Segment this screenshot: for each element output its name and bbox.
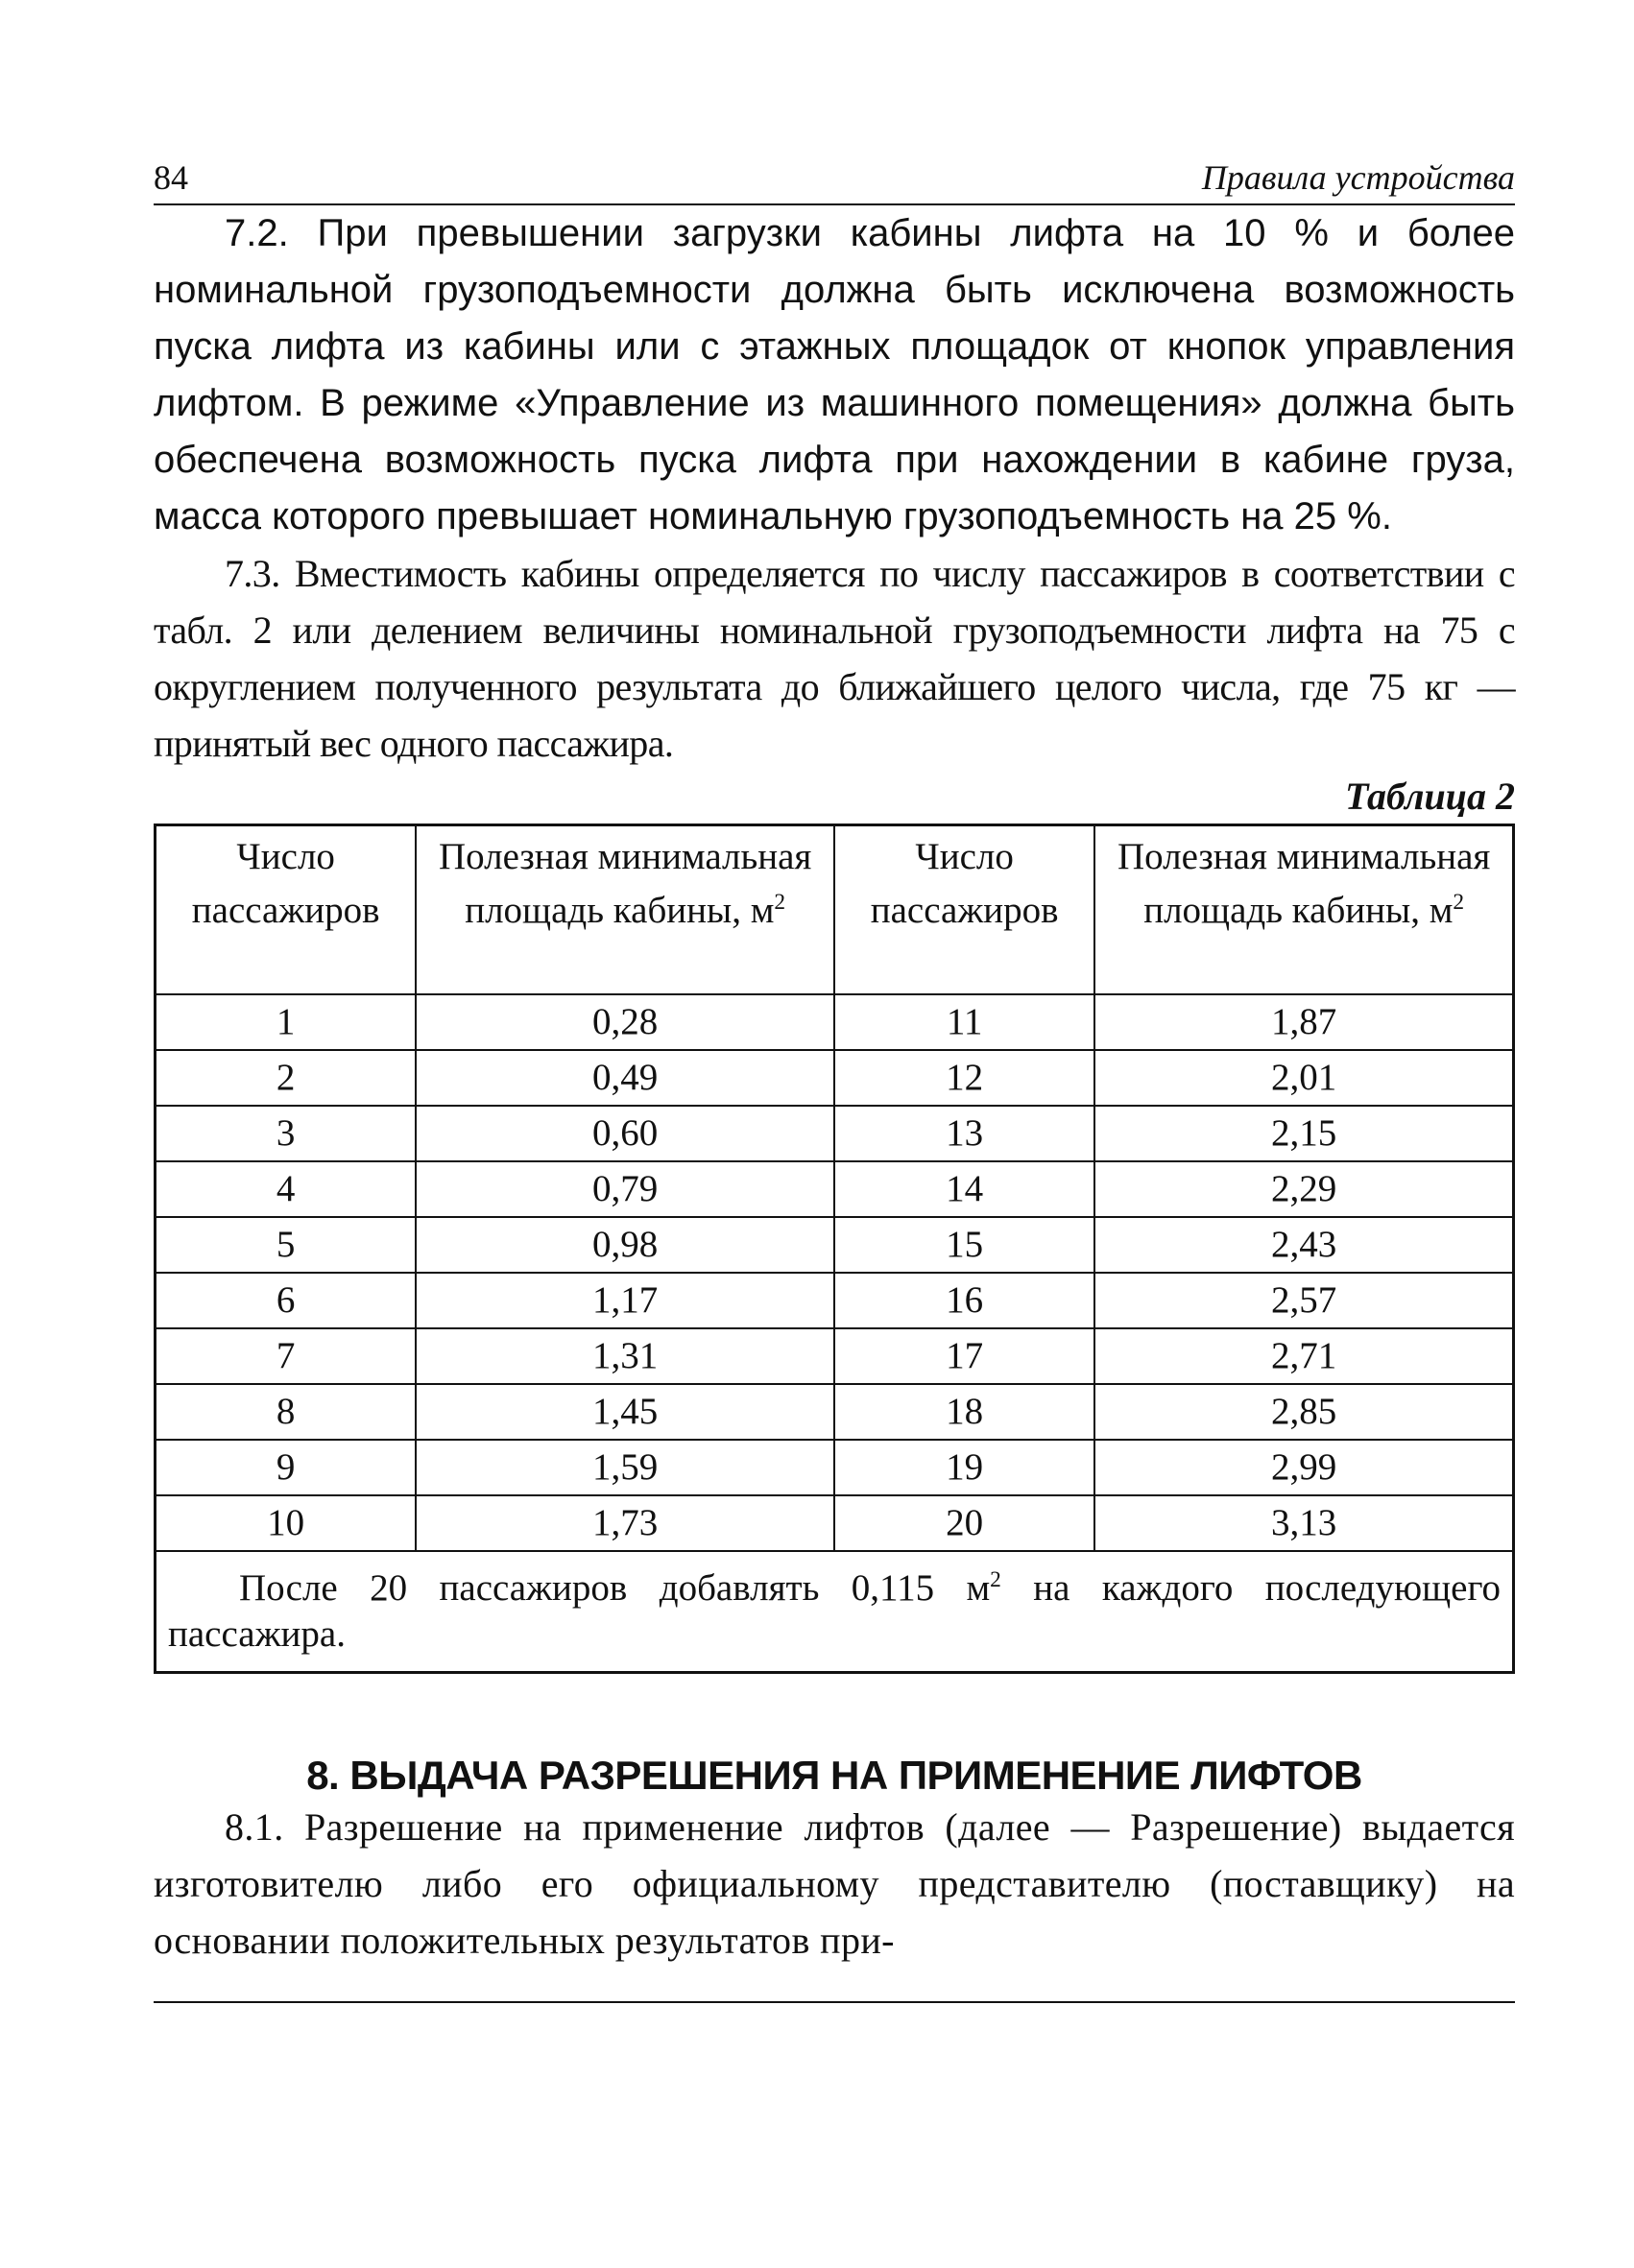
passenger-area-table: [154, 824, 1515, 1674]
cell-passengers: 3: [156, 1106, 417, 1161]
cell-area: 3,13: [1094, 1495, 1513, 1551]
cell-passengers: 11: [834, 994, 1094, 1050]
cell-area: 1,45: [416, 1384, 834, 1440]
section-heading: 8. ВЫДАЧА РАЗРЕШЕНИЯ НА ПРИМЕНЕНИЕ ЛИФТОВ: [306, 1753, 1362, 1798]
cell-area: 2,99: [1094, 1440, 1513, 1495]
cell-passengers: 7: [156, 1328, 417, 1384]
cell-area: 2,15: [1094, 1106, 1513, 1161]
cell-passengers: 14: [834, 1161, 1094, 1217]
cell-area: 2,71: [1094, 1328, 1513, 1384]
cell-area: 0,79: [416, 1161, 834, 1217]
cell-passengers: 5: [156, 1217, 417, 1273]
cell-area: 2,43: [1094, 1217, 1513, 1273]
running-title: Правила устройства: [1201, 158, 1515, 197]
cell-area: 1,59: [416, 1440, 834, 1495]
header-area-1: Полезная минимальная площадь кабины, $м^2$: [416, 825, 834, 995]
cell-area: 2,01: [1094, 1050, 1513, 1106]
cell-passengers: 1: [156, 994, 417, 1050]
table-note-row: [156, 1551, 1514, 1673]
cell-area: 2,57: [1094, 1273, 1513, 1328]
table-row: [156, 994, 1514, 1050]
cell-passengers: 10: [156, 1495, 417, 1551]
cell-passengers: 15: [834, 1217, 1094, 1273]
table-row: [156, 1217, 1514, 1273]
table-row: [156, 1440, 1514, 1495]
cell-passengers: 17: [834, 1328, 1094, 1384]
table-row: [156, 1106, 1514, 1161]
table-row: [156, 1273, 1514, 1328]
cell-area: 2,85: [1094, 1384, 1513, 1440]
header-area-2: Полезная минимальная площадь кабины, $м^2$: [1094, 825, 1513, 995]
table-header-row: [156, 825, 1514, 995]
paragraph-7-3: 7.3. Вместимость кабины определяется по числу пассажиров в соответствии с табл. 2 или делением величины номинальной грузоподъемности лифта на 75 с округлением полученного результата до ближайшего целого числа, где 75 кг — принятый вес одного пассажира.: [154, 552, 1515, 765]
cell-passengers: 6: [156, 1273, 417, 1328]
cell-area: 1,73: [416, 1495, 834, 1551]
table-row: [156, 1161, 1514, 1217]
table-row: [156, 1495, 1514, 1551]
table-row: [156, 1050, 1514, 1106]
cell-area: 0,49: [416, 1050, 834, 1106]
cell-area: 1,87: [1094, 994, 1513, 1050]
header-passengers-1: Число пассажиров: [156, 825, 417, 995]
cell-passengers: 20: [834, 1495, 1094, 1551]
cell-area: 2,29: [1094, 1161, 1513, 1217]
running-header: [154, 144, 1515, 205]
cell-area: 0,60: [416, 1106, 834, 1161]
table-row: [156, 1328, 1514, 1384]
cell-passengers: 18: [834, 1384, 1094, 1440]
cell-passengers: 13: [834, 1106, 1094, 1161]
table-note: После 20 пассажиров добавлять 0,115 $м^2$ на каждого последующего пассажира.: [156, 1551, 1514, 1673]
cell-passengers: 12: [834, 1050, 1094, 1106]
cell-area: 1,17: [416, 1273, 834, 1328]
cell-area: 0,98: [416, 1217, 834, 1273]
header-passengers-2: Число пассажиров: [834, 825, 1094, 995]
paragraph-7-2: 7.2. При превышении загрузки кабины лифта на 10 % и более номинальной грузоподъемности должна быть исключена возможность пуска лифта из кабины или с этажных площадок от кнопок управления лифтом. В режиме «Управление из машинного помещения» должна быть обеспечена возможность пуска лифта при нахождении в кабине груза, масса которого превышает номинальную грузоподъемность на 25 %.: [154, 212, 1515, 537]
cell-area: 0,28: [416, 994, 834, 1050]
cell-passengers: 19: [834, 1440, 1094, 1495]
cell-passengers: 9: [156, 1440, 417, 1495]
cell-passengers: 16: [834, 1273, 1094, 1328]
cell-passengers: 8: [156, 1384, 417, 1440]
table-row: [156, 1384, 1514, 1440]
cell-area: 1,31: [416, 1328, 834, 1384]
paragraph-8-1: 8.1. Разрешение на применение лифтов (далее — Разрешение) выдается изготовителю либо его официальному представителю (поставщику) на основании положительных результатов при-: [154, 1805, 1515, 1962]
page-number: 84: [154, 158, 188, 197]
bottom-rule: [154, 2001, 1515, 2003]
cell-passengers: 2: [156, 1050, 417, 1106]
document-page: [154, 144, 1515, 2003]
cell-passengers: 4: [156, 1161, 417, 1217]
table-caption: Таблица 2: [1345, 775, 1515, 818]
